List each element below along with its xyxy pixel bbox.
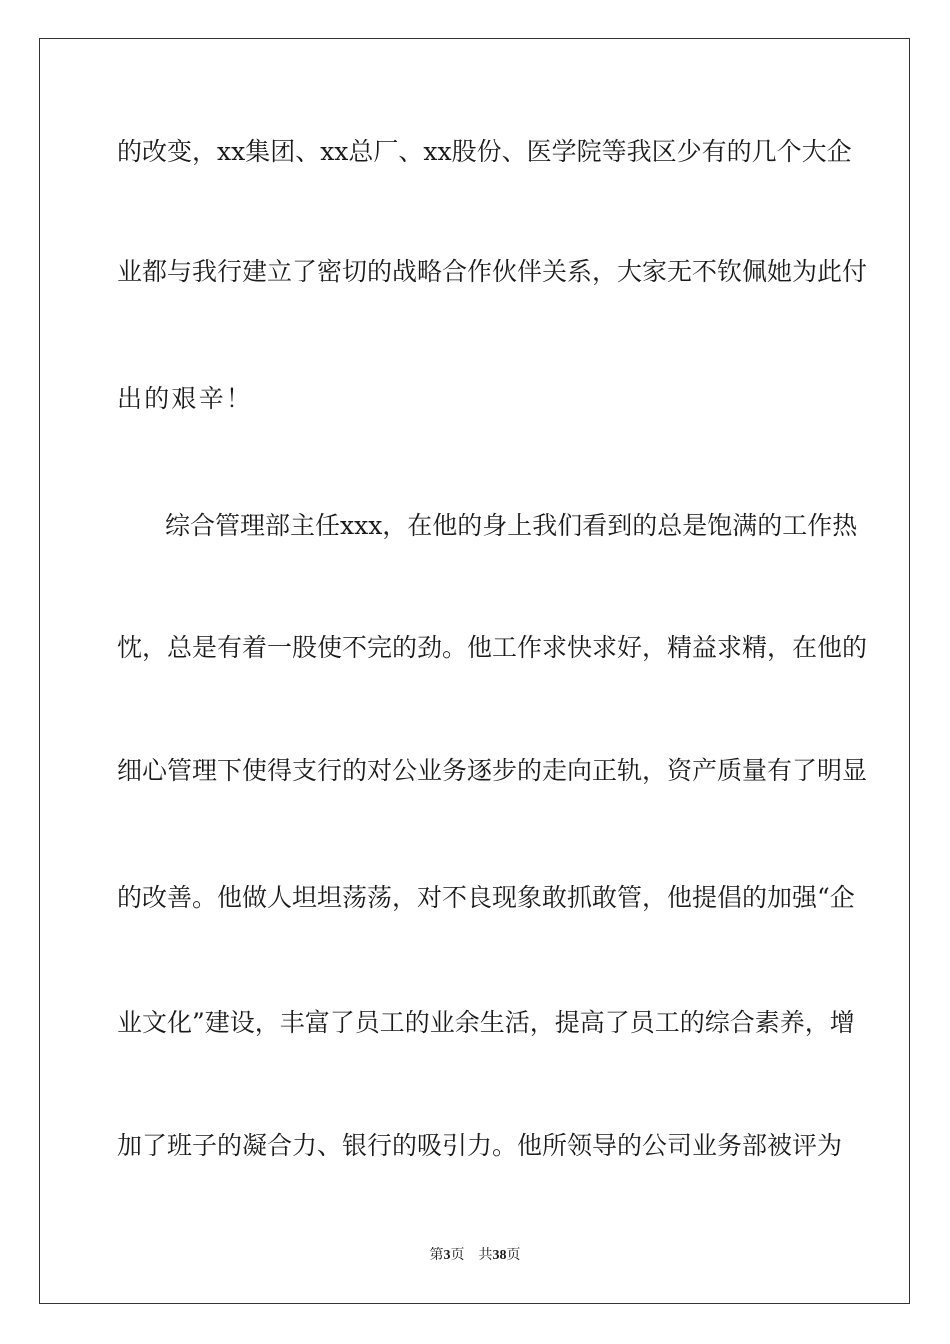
page-frame (39, 38, 910, 1304)
body-line-8: 业文化”建设，丰富了员工的业余生活，提高了员工的综合素养，增 (117, 1008, 855, 1037)
body-line-1: 的改变，xx集团、xx总厂、xx股份、医学院等我区少有的几个大企 (117, 137, 852, 166)
body-line-6: 细心管理下使得支行的对公业务逐步的走向正轨，资产质量有了明显 (117, 756, 868, 785)
body-line-4: 综合管理部主任xxx，在他的身上我们看到的总是饱满的工作热 (165, 511, 858, 540)
total-suffix: 页 (506, 1247, 521, 1263)
total-pages: 38 (492, 1248, 507, 1263)
page-footer (0, 1246, 950, 1265)
total-prefix: 共 (478, 1247, 493, 1263)
body-line-5: 忱，总是有着一股使不完的劲。他工作求快求好，精益求精，在他的 (117, 633, 868, 662)
body-line-7: 的改善。他做人坦坦荡荡，对不良现象敢抓敢管，他提倡的加强“企 (117, 883, 855, 912)
body-line-3: 出的艰辛！ (117, 384, 254, 413)
page-prefix: 第 (429, 1247, 444, 1263)
page-number: 3 (443, 1248, 451, 1263)
page-suffix: 页 (450, 1247, 465, 1263)
body-line-2: 业都与我行建立了密切的战略合作伙伴关系，大家无不钦佩她为此付 (117, 257, 868, 286)
body-line-9: 加了班子的凝合力、银行的吸引力。他所领导的公司业务部被评为 (117, 1131, 843, 1160)
